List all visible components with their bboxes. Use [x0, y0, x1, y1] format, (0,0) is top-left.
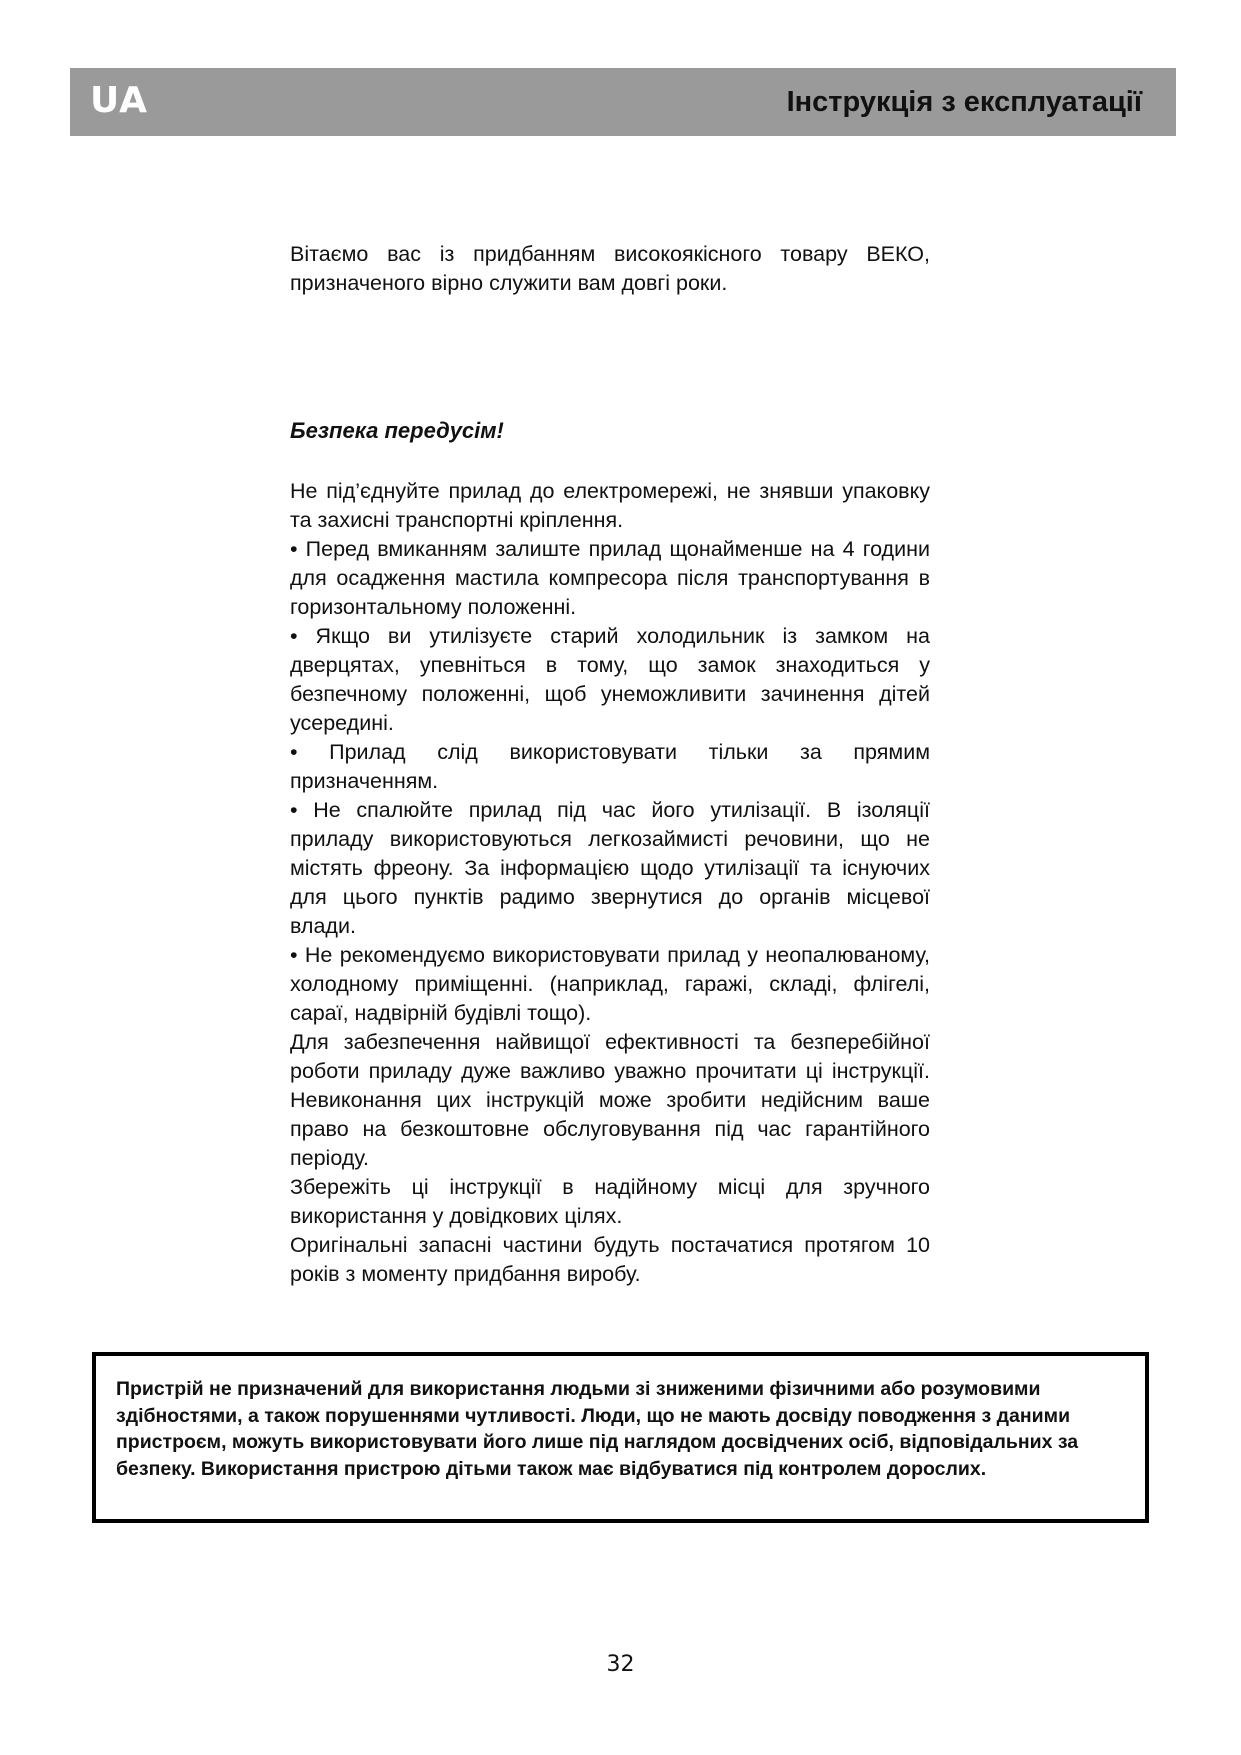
document-title: Інструкція з експлуатації: [786, 86, 1142, 118]
safety-paragraph: • Прилад слід використовувати тільки за прямим призначенням.: [290, 740, 930, 793]
safety-paragraph: Оригінальні запасні частини будуть постачатися протягом 10 років з моменту придбання виробу.: [290, 1233, 930, 1286]
warning-notice-box: [92, 1352, 1149, 1523]
safety-paragraph: Не під’єднуйте прилад до електромережі, не знявши упаковку та захисні транспортні кріплення.: [290, 479, 930, 532]
warning-notice-text: Пристрій не призначений для використання людьми зі зниженими фізичними або розумовими здібностями, а також порушеннями чутливості. Люди, що не мають досвіду поводження з даними пристроєм, можуть використовувати його лише під наглядом досвідчених осіб, відповідальних за безпеку. Використання пристрою дітьми також має відбуватися під контролем дорослих.: [116, 1378, 1079, 1480]
header-bar: [70, 68, 1176, 136]
intro-paragraph: Вітаємо вас із придбанням високоякісного товару ВЕКО, призначеного вірно служити вам довгі роки.: [290, 242, 930, 295]
safety-paragraph: Для забезпечення найвищої ефективності та безперебійної роботи приладу дуже важливо уважно прочитати ці інструкції. Невиконання цих інструкцій може зробити недійсним ваше право на безкоштовне обслуговування під час гарантійного періоду.: [290, 1030, 930, 1170]
safety-paragraph: • Перед вмиканням залиште прилад щонайменше на 4 години для осадження мастила компресора після транспортування в горизонтальному положенні.: [290, 537, 930, 619]
language-code: UA: [90, 80, 148, 121]
page-number: 32: [606, 1652, 635, 1677]
safety-paragraph: • Не рекомендуємо використовувати прилад у неопалюваному, холодному приміщенні. (наприклад, гаражі, складі, флігелі, сараї, надвірній будівлі тощо).: [290, 943, 930, 1025]
safety-section: [290, 477, 930, 1289]
safety-paragraph: Збережіть ці інструкції в надійному місці для зручного використання у довідкових цілях.: [290, 1175, 930, 1228]
section-heading: Безпека передусім!: [290, 418, 504, 443]
intro-section: [290, 240, 930, 298]
safety-paragraph: • Не спалюйте прилад під час його утилізації. В ізоляції приладу використовуються легкозаймисті речовини, що не містять фреону. За інформацією щодо утилізації та існуючих для цього пунктів радимо звернутися до органів місцевої влади.: [290, 798, 930, 938]
safety-paragraph: • Якщо ви утилізуєте старий холодильник із замком на дверцятах, упевніться в тому, що замок знаходиться у безпечному положенні, щоб унеможливити зачинення дітей усередині.: [290, 624, 930, 735]
